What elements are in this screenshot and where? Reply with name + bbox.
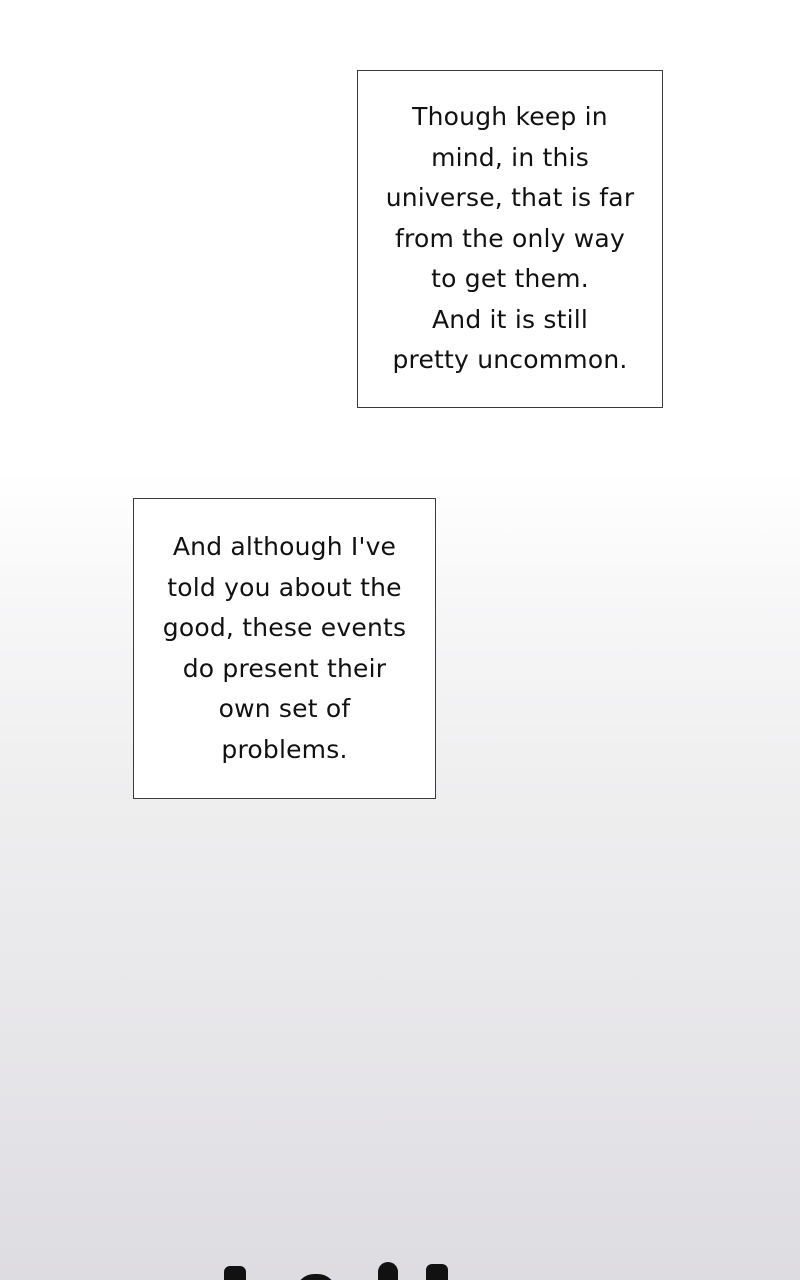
caption-line: to get them. [431, 264, 589, 294]
caption-text-2 [163, 527, 406, 770]
caption-line: own set of [218, 694, 351, 723]
caption-line: problems. [221, 734, 348, 764]
letter-fragment [224, 1266, 246, 1280]
letter-fragment [378, 1262, 398, 1280]
caption-line: And it is still [431, 304, 589, 334]
caption-line: Though keep in [412, 102, 608, 132]
caption-line: told you about the [167, 572, 402, 602]
caption-line: And although I've [172, 532, 397, 561]
caption-line: universe, that is far [385, 183, 635, 213]
cropped-lettering [0, 1238, 800, 1280]
caption-box-1 [357, 70, 663, 408]
caption-line: pretty uncommon. [392, 345, 628, 375]
letter-fragment [426, 1264, 448, 1280]
caption-line: good, these events [162, 613, 407, 642]
letter-fragment [296, 1274, 336, 1280]
caption-line: do present their [182, 653, 387, 683]
caption-line: from the only way [395, 223, 625, 253]
caption-box-2 [133, 498, 436, 799]
caption-line: mind, in this [431, 142, 589, 172]
caption-text-1 [386, 97, 635, 381]
